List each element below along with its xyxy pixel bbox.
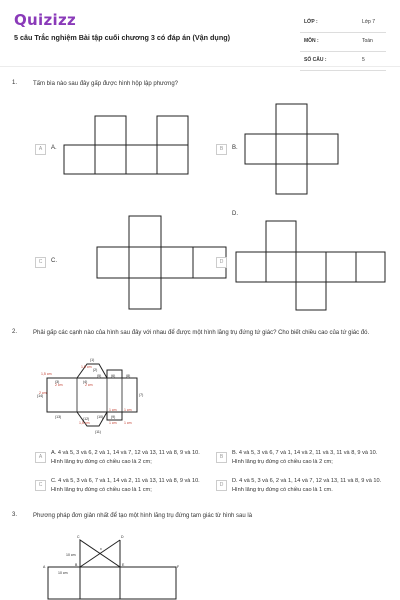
q2-num-10: (10) <box>97 415 104 419</box>
quizizz-logo: Quizizz <box>14 11 77 29</box>
q1-option-b-label: B. <box>232 145 238 151</box>
q2-num-4: (4) <box>83 380 88 384</box>
q3-triangular-prism-net <box>40 532 185 600</box>
q3-point-c: C <box>77 535 80 539</box>
q2-num-2: (2) <box>93 368 98 372</box>
meta-count-row <box>300 52 386 71</box>
q2-option-b-badge[interactable]: B <box>216 452 227 463</box>
q2-num-14: (14) <box>37 394 44 398</box>
q2-num-12: (12) <box>83 417 90 421</box>
q2-option-d-text[interactable]: D. 4 và 5, 3 và 6, 2 và 1, 14 và 7, 12 và 13, 11 và 8, 9 và 10. Hình lăng trụ đứng có chiều cao là 1 cm. <box>232 478 382 493</box>
q2-measure-1: 1,5 cm <box>81 365 92 369</box>
q2-text: Phải gấp các cạnh nào của hình sau đây với nhau để được một hình lăng trụ đứng tứ giác? Cho biết chiều cao của tứ giác đó. <box>33 330 370 336</box>
q2-measure-2: 1,5 cm <box>41 372 52 376</box>
q2-measure-7: 1 cm <box>124 408 132 412</box>
q2-measure-3: 2 cm <box>85 383 93 387</box>
q2-option-c-text[interactable]: C. 4 và 5, 3 và 6, 7 và 1, 14 và 2, 11 và 13, 11 và 8, 9 và 10. Hình lăng trụ đứng có chiều cao là 1 cm; <box>51 478 200 493</box>
meta-grade-value: Lớp 7 <box>362 19 376 25</box>
q2-option-d-badge[interactable]: D <box>216 480 227 491</box>
q2-option-c-badge[interactable]: C <box>35 480 46 491</box>
q2-num-13: (13) <box>55 415 62 419</box>
q1-option-c-label: C. <box>51 258 57 264</box>
q2-option-a-text[interactable]: A. 4 và 5, 3 và 6, 2 và 1, 14 và 7, 12 và 13, 11 và 8, 9 và 10. Hình lăng trụ đứng có chiều cao là 2 cm; <box>51 450 200 465</box>
meta-subject-value: Toán <box>362 38 373 44</box>
header-divider <box>0 66 400 67</box>
q1-option-c-badge[interactable]: C <box>35 257 46 268</box>
q2-num-5: (5) <box>97 374 102 378</box>
q1-option-d-label: D. <box>232 211 238 217</box>
meta-count-value: 5 <box>362 57 365 63</box>
q2-num-11: (11) <box>95 430 101 434</box>
q2-option-b-text[interactable]: B. 4 và 5, 3 và 6, 7 và 1, 14 và 2, 11 và 3, 11 và 8, 9 và 10. Hình lăng trụ đứng có chiều cao là 2 cm; <box>232 450 378 465</box>
q1-option-d-badge[interactable]: D <box>216 257 227 268</box>
q2-measure-4: 2 cm <box>39 391 47 395</box>
q2-measure-8: 1,5 cm <box>79 421 90 425</box>
q3-number: 3. <box>12 512 18 518</box>
meta-subject-key: MÔN : <box>304 38 319 44</box>
q2-number: 2. <box>12 329 18 335</box>
meta-grade-key: LỚP : <box>304 19 318 25</box>
q2-measure-5: 2 cm <box>55 383 63 387</box>
meta-grade-row <box>300 14 386 33</box>
q2-prism-net <box>35 356 155 438</box>
q2-num-8: (8) <box>126 374 131 378</box>
q2-num-9: (9) <box>111 415 116 419</box>
q3-point-a: A <box>43 565 46 569</box>
q1-number: 1. <box>12 80 18 86</box>
q2-num-6: (6) <box>111 374 116 378</box>
q3-measure-base: 10 cm <box>58 571 68 575</box>
q2-num-3: (3) <box>55 380 60 384</box>
meta-box <box>300 14 386 71</box>
q2-num-1: (1) <box>90 358 95 362</box>
q1-net-c[interactable] <box>97 216 232 311</box>
q3-measure-height: 10 cm <box>66 553 76 557</box>
q3-point-f: F <box>177 565 180 569</box>
q1-net-a[interactable] <box>64 116 189 176</box>
q3-point-d: D <box>121 535 124 539</box>
q1-option-a-badge[interactable]: A <box>35 144 46 155</box>
q2-num-7: (7) <box>139 393 144 397</box>
q2-measure-9: 1 cm <box>109 421 117 425</box>
q2-measure-6: 1 cm <box>109 408 117 412</box>
page-title: 5 câu Trắc nghiệm Bài tập cuối chương 3 có đáp án (Vận dụng) <box>14 33 230 42</box>
q3-point-e: E <box>122 563 125 567</box>
q1-option-b-badge[interactable]: B <box>216 144 227 155</box>
q3-measure-x: x <box>100 547 102 551</box>
meta-count-key: SỐ CÂU : <box>304 57 327 63</box>
q3-text: Phương pháp đơn giản nhất để tạo một hình lăng trụ đứng tam giác từ hình sau là <box>33 513 253 519</box>
meta-subject-row <box>300 33 386 52</box>
q1-text: Tấm bìa nào sau đây gấp được hình hộp lập phương? <box>33 81 178 87</box>
q2-option-a-badge[interactable]: A <box>35 452 46 463</box>
q2-measure-10: 1 cm <box>124 421 132 425</box>
q1-option-a-label: A. <box>51 145 57 151</box>
q1-net-d[interactable] <box>236 221 386 311</box>
q1-net-b[interactable] <box>245 104 340 194</box>
q3-point-b: B <box>75 563 78 567</box>
